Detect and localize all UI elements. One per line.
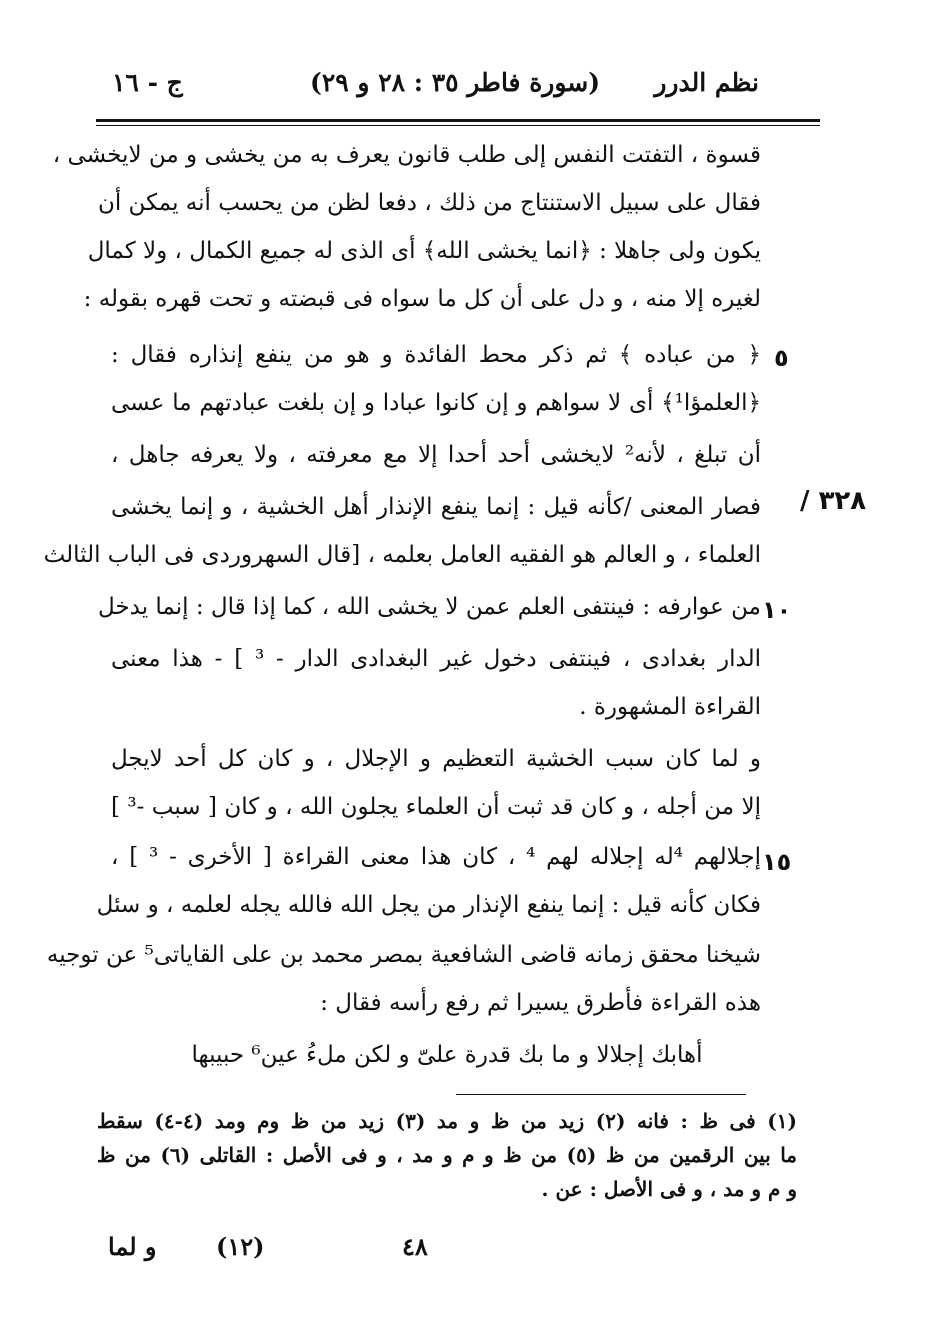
footnote-rule (456, 1094, 746, 1095)
text-line: إجلالهم ⁴له إجلاله لهم ⁴ ، كان هذا معنى القراءة [ الأخرى - ³ ] ، (111, 844, 761, 870)
footnote-line: (١) فى ظ : فانه (٢) زيد من ظ و مد (٣) زيد من ظ وم ومد (٤-٤) سقط (97, 1109, 797, 1133)
text-line: قسوة ، التفتت النفس إلى طلب قانون يعرف به من يخشى و من لايخشى ، (52, 142, 761, 168)
signature-mark: (١٢) (216, 1232, 265, 1261)
text-line: شيخنا محقق زمانه قاضى الشافعية بمصر محمد بن على القاياتى⁵ عن توجيه (46, 942, 761, 968)
running-title: نظم الدرر (654, 68, 759, 97)
text-line: لغيره إلا منه ، و دل على أن كل ما سواه فى قبضته و تحت قهره بقوله : (83, 286, 761, 312)
page-number: ٤٨ (402, 1232, 428, 1261)
header-rule (96, 119, 820, 122)
text-line: ﴿العلمؤا¹﴾ أى لا سواهم و إن كانوا عبادا و إن بلغت عبادتهم ما عسى (111, 390, 761, 416)
text-line: من عوارفه : فينتفى العلم عمن لا يخشى الله ، كما إذا قال : إنما يدخل (97, 594, 761, 620)
text-line: فقال على سبيل الاستنتاج من ذلك ، دفعا لظن من يحسب أنه يمكن أن (97, 190, 761, 216)
catchword: و لما (108, 1232, 157, 1261)
text-line: أن تبلغ ، لأنه² لايخشى أحد أحدا إلا مع معرفته ، ولا يعرفه جاهل ، (111, 442, 762, 468)
text-line: فصار المعنى /كأنه قيل : إنما ينفع الإنذار أهل الخشية ، و إنما يخشى (111, 494, 761, 520)
line-number-15: ١٥ (762, 848, 792, 876)
text-line: هذه القراءة فأطرق يسيرا ثم رفع رأسه فقال : (320, 990, 761, 1016)
text-line: الدار بغدادى ، فينتفى دخول غير البغدادى الدار - ³ ] - هذا معنى (111, 646, 761, 672)
footnote-line: و م و مد ، و فى الأصل : عن . (541, 1177, 797, 1201)
text-line: يكون ولى جاهلا : ﴿انما يخشى الله﴾ أى الذى له جميع الكمال ، ولا كمال (87, 238, 761, 264)
text-line: ﴿ من عباده ﴾ ثم ذكر محط الفائدة و هو من ينفع إنذاره فقال : (111, 342, 761, 368)
surah-reference: (سورة فاطر ٣٥ : ٢٨ و ٢٩) (310, 68, 601, 97)
text-line: و لما كان سبب الخشية التعظيم و الإجلال ، و كان كل أحد لايجل (111, 746, 761, 772)
text-line: إلا من أجله ، و كان قد ثبت أن العلماء يجلون الله ، و كان [ سبب -³ ] (111, 794, 761, 820)
text-line: فكان كأنه قيل : إنما ينفع الإنذار من يجل الله فالله يجله لعلمه ، و سئل (96, 892, 761, 918)
poem-verse: أهابك إجلالا و ما بك قدرة علىّ و لكن ملءُ عين⁶ حبيبها (191, 1042, 703, 1068)
volume-label: ج - ١٦ (112, 68, 183, 97)
line-number-5: ٥ (774, 344, 789, 372)
text-line: العلماء ، و العالم هو الفقيه العامل بعلمه ، [قال السهروردى فى الباب الثالث (43, 542, 761, 568)
margin-folio-marker: / ٣٢٨ (800, 486, 867, 516)
footnote-line: ما بين الرقمين من ظ (٥) من ظ و م و مد ، و فى الأصل : القاتلى (٦) من ظ (97, 1143, 798, 1167)
header-rule-thin (96, 125, 820, 126)
text-line: القراءة المشهورة . (579, 694, 761, 720)
line-number-10: ١٠ (762, 596, 792, 624)
